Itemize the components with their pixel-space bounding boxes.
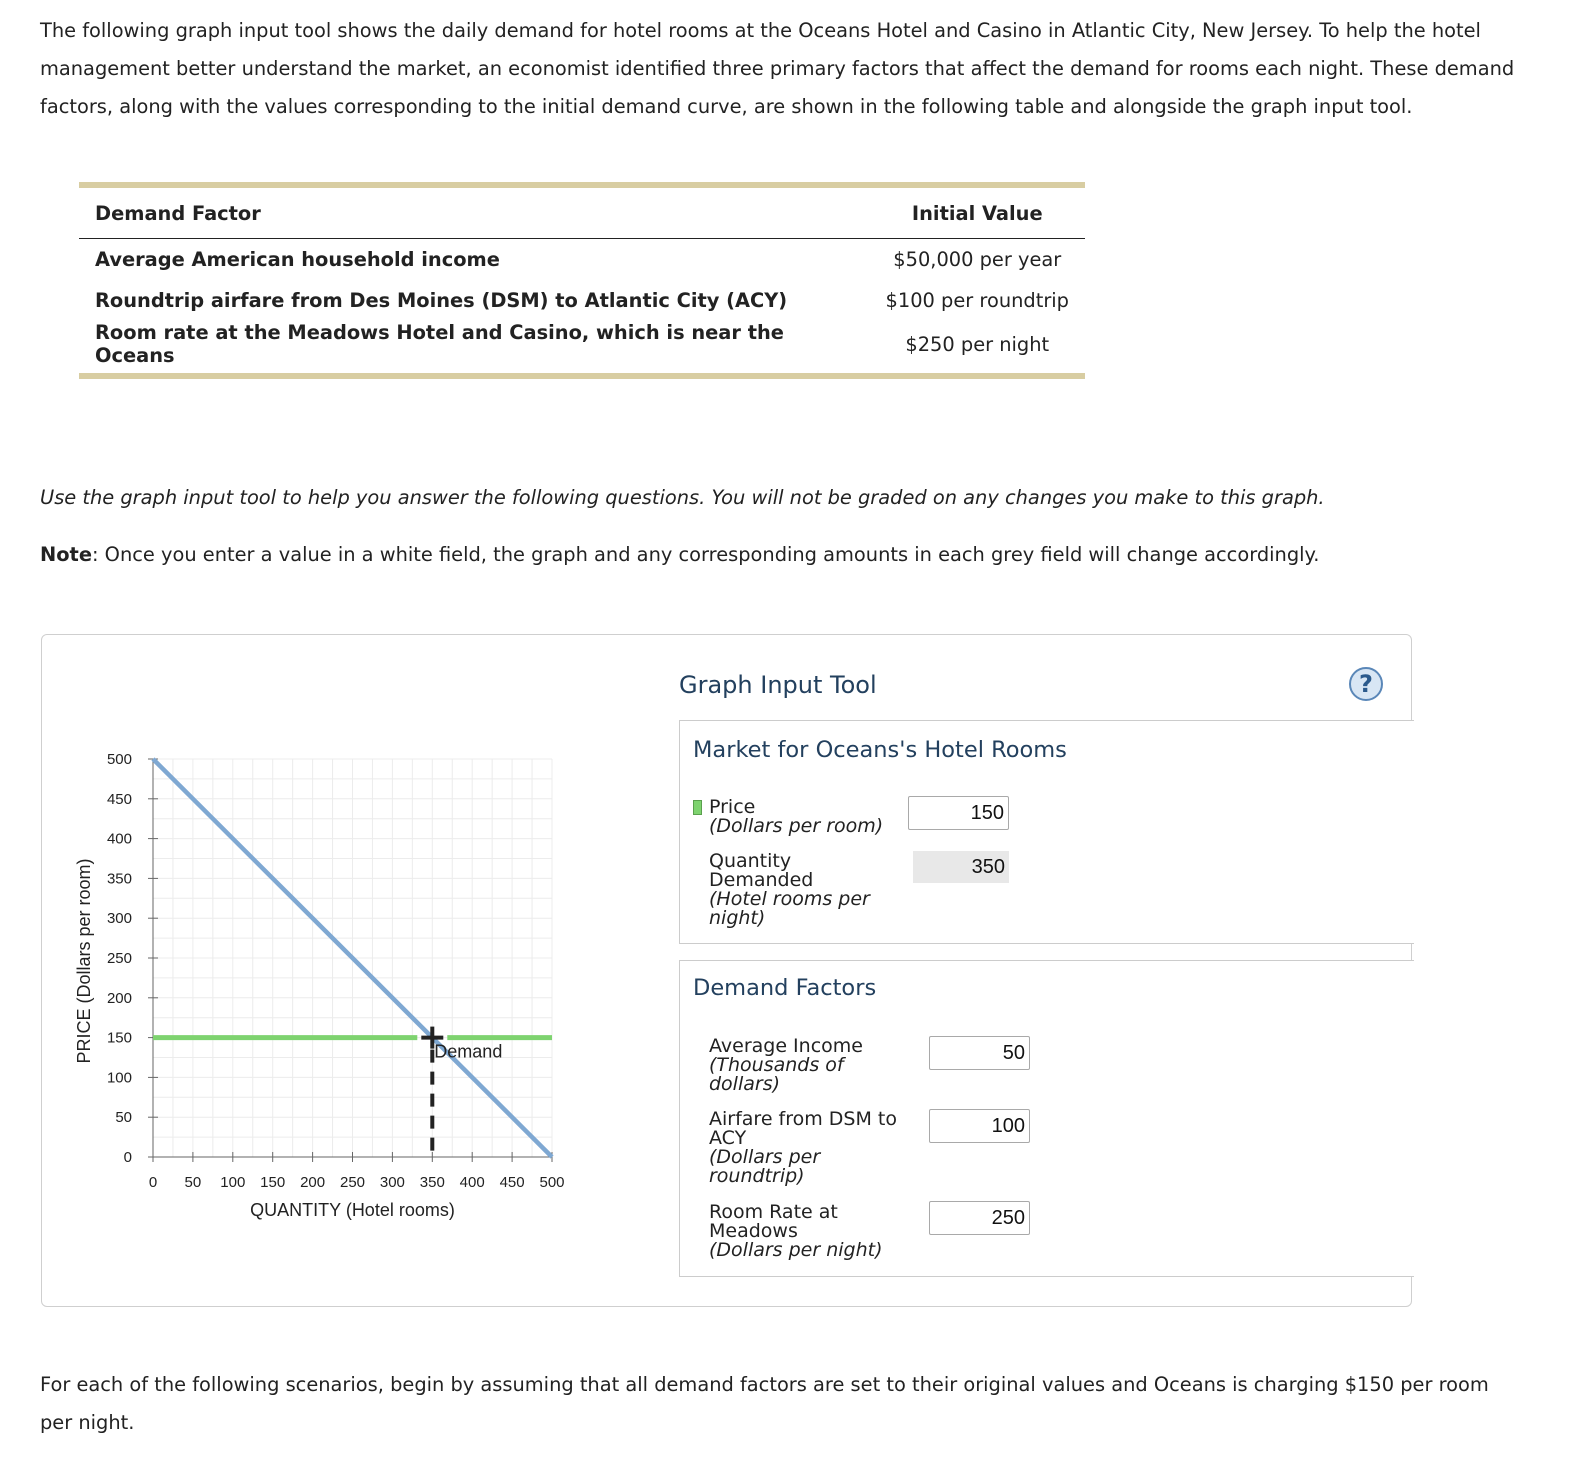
demand-graph[interactable] — [42, 635, 642, 1255]
factor-name: Average American household income — [95, 248, 500, 271]
quantity-label-group — [709, 852, 870, 928]
x-tick-label: 200 — [300, 1174, 326, 1191]
airfare-label-group — [709, 1110, 897, 1186]
income-input[interactable]: 50 — [929, 1036, 1030, 1070]
y-tick-label: 200 — [106, 989, 132, 1007]
airfare-label-line2: ACY — [709, 1127, 747, 1149]
x-tick-label: 350 — [419, 1174, 445, 1191]
x-tick-label: 50 — [184, 1174, 202, 1191]
room-rate-label-group — [709, 1203, 883, 1260]
income-unit-line1: (Thousands of — [709, 1054, 844, 1076]
demand-factors-title: Demand Factors — [693, 975, 877, 1001]
airfare-label-line1: Airfare from DSM to — [709, 1108, 897, 1130]
demand-factor-table — [79, 182, 1085, 379]
factor-name: Room rate at the Meadows Hotel and Casino, which is near the Oceans — [95, 321, 784, 367]
price-label: Price — [709, 796, 756, 818]
table-row — [79, 280, 1085, 321]
factor-value: $50,000 per year — [893, 248, 1062, 271]
intro-paragraph: The following graph input tool shows the daily demand for hotel rooms at the Oceans Hotel and Casino in Atlantic City, New Jersey. To help the hotel management better understand the market, an economist identified three primary factors that affect the demand for rooms each night. These demand factors, along with the values corresponding to the initial demand curve, are shown in the following table and alongside the graph input tool. — [40, 19, 1515, 118]
price-label-group — [709, 798, 883, 836]
room-rate-label-line2: Meadows — [709, 1220, 798, 1242]
table-bottom-rule — [79, 373, 1085, 379]
x-tick-label: 300 — [379, 1174, 405, 1191]
x-tick-label: 0 — [148, 1174, 158, 1191]
table-row — [79, 239, 1085, 281]
y-tick-label: 150 — [106, 1029, 132, 1047]
y-tick-label: 250 — [106, 950, 132, 967]
y-tick-label: 300 — [106, 910, 132, 928]
quantity-unit-line2: night) — [709, 907, 766, 929]
tool-title: Graph Input Tool — [679, 671, 877, 699]
factor-value: $100 per roundtrip — [885, 289, 1069, 312]
closing-paragraph: For each of the following scenarios, begin by assuming that all demand factors are set to their original values and Oceans is charging $150 per room per night. — [40, 1373, 1489, 1434]
help-icon[interactable]: ? — [1349, 667, 1383, 701]
price-unit: (Dollars per room) — [709, 815, 884, 837]
airfare-input[interactable]: 100 — [929, 1109, 1030, 1143]
room-rate-label-line1: Room Rate at — [709, 1201, 838, 1223]
airfare-unit-line1: (Dollars per — [709, 1146, 821, 1168]
quantity-label-line2: Demanded — [709, 869, 814, 891]
x-tick-label: 150 — [260, 1174, 286, 1191]
market-panel — [679, 720, 1414, 944]
room-rate-input[interactable]: 250 — [929, 1201, 1030, 1235]
quantity-unit-line1: (Hotel rooms per — [709, 888, 870, 910]
note-body: : Once you enter a value in a white field, the graph and any corresponding amounts in each grey field will change accordingly. — [91, 543, 1320, 566]
quantity-output: 350 — [913, 851, 1009, 883]
graph-input-tool — [41, 634, 1412, 1307]
income-label: Average Income — [709, 1035, 863, 1057]
y-tick-label: 400 — [106, 830, 132, 848]
instruction-text: Use the graph input tool to help you answer the following questions. You will not be graded on any changes you make to this graph. — [40, 486, 1325, 509]
x-tick-label: 400 — [459, 1174, 485, 1191]
table-row — [79, 321, 1085, 373]
y-tick-label: 100 — [106, 1069, 132, 1087]
y-axis-title: PRICE (Dollars per room) — [74, 858, 94, 1064]
note-text — [40, 543, 1319, 566]
x-tick-label: 450 — [499, 1174, 525, 1191]
market-title: Market for Oceans's Hotel Rooms — [693, 737, 1067, 763]
note-label: Note — [40, 543, 92, 566]
y-tick-label: 500 — [106, 751, 132, 768]
x-tick-label: 250 — [339, 1174, 366, 1191]
x-tick-label: 500 — [539, 1174, 565, 1191]
airfare-unit-line2: roundtrip) — [709, 1165, 805, 1187]
y-tick-label: 350 — [106, 870, 132, 888]
y-tick-label: 50 — [115, 1109, 132, 1127]
quantity-label-line1: Quantity — [709, 850, 792, 872]
income-unit-line2: dollars) — [709, 1073, 781, 1095]
y-tick-label: 0 — [123, 1149, 132, 1166]
price-input[interactable]: 150 — [908, 796, 1009, 830]
factor-value: $250 per night — [905, 332, 1050, 356]
header-initial-value: Initial Value — [911, 201, 1043, 225]
x-axis-title: QUANTITY (Hotel rooms) — [250, 1200, 455, 1220]
room-rate-unit: (Dollars per night) — [709, 1239, 883, 1261]
price-swatch-icon — [693, 800, 702, 815]
y-tick-label: 450 — [106, 790, 132, 808]
x-tick-label: 100 — [220, 1174, 246, 1191]
header-demand-factor: Demand Factor — [95, 201, 261, 225]
income-label-group — [709, 1037, 863, 1094]
demand-curve-label: Demand — [434, 1041, 503, 1062]
factor-name: Roundtrip airfare from Des Moines (DSM) to Atlantic City (ACY) — [95, 289, 788, 312]
demand-factors-panel — [679, 960, 1414, 1277]
